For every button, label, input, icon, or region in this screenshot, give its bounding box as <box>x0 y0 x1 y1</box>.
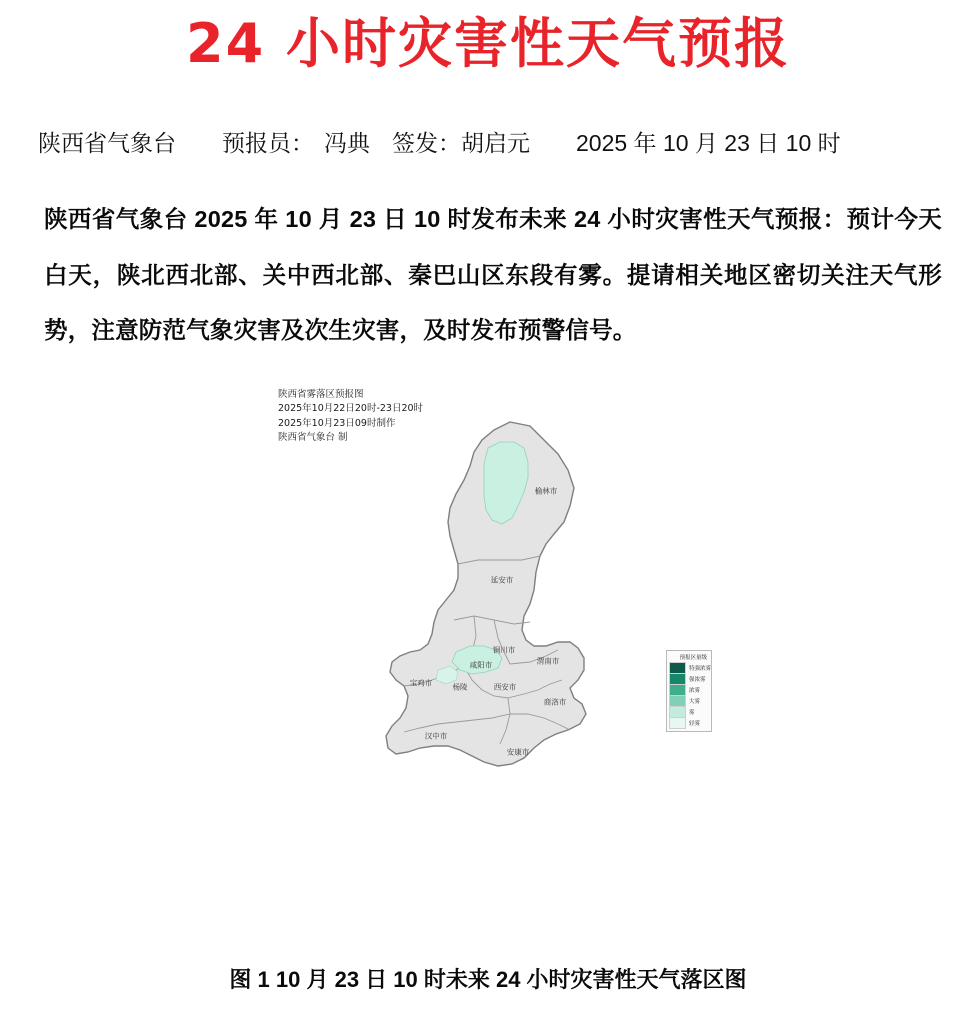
forecaster-name: 冯典 <box>324 130 370 157</box>
legend-item <box>669 706 709 717</box>
map-figure <box>0 384 976 804</box>
map-canvas <box>278 384 712 804</box>
legend-item <box>669 662 712 673</box>
city-label-yulin: 榆林市 <box>534 486 558 496</box>
city-label-tongchuan: 铜川市 <box>492 645 516 655</box>
legend-label: 浓雾 <box>689 687 701 694</box>
city-label-xianyang: 咸阳市 <box>469 660 493 670</box>
signer-label: 签发： <box>392 130 461 157</box>
legend-item <box>669 695 709 706</box>
page-title: 24 小时灾害性天气预报 <box>186 12 790 75</box>
city-label-baoji: 宝鸡市 <box>409 678 433 688</box>
legend-label: 轻雾 <box>689 720 701 727</box>
map-caption-line-4: 陕西省气象台 制 <box>278 431 348 443</box>
map-caption-line-1: 陕西省雾落区预报图 <box>278 389 364 401</box>
meta-line <box>0 125 976 158</box>
map-caption-line-3: 2025年10月23日09时制作 <box>278 417 396 429</box>
legend-label: 特强浓雾 <box>689 665 712 672</box>
city-label-hanzhong: 汉中市 <box>424 731 448 741</box>
legend-title: 预报区量级 <box>679 655 707 662</box>
legend-label: 雾 <box>689 709 695 716</box>
legend-label: 强浓雾 <box>689 676 706 683</box>
issuer-label: 陕西省气象台 <box>38 130 176 157</box>
legend-item <box>669 684 709 695</box>
figure-caption: 图 1 10 月 23 日 10 时未来 24 小时灾害性天气落区图 <box>229 967 747 992</box>
legend-item <box>669 673 709 684</box>
document-page <box>0 14 976 1012</box>
legend-item <box>669 717 709 728</box>
legend-label: 大雾 <box>689 698 701 705</box>
city-label-yangling: 杨陵 <box>452 682 468 692</box>
city-label-yanan: 延安市 <box>490 575 514 585</box>
city-label-ankang: 安康市 <box>506 747 530 757</box>
legend-swatch <box>669 717 686 729</box>
forecaster-label: 预报员： <box>222 130 314 157</box>
map-caption-line-2: 2025年10月22日20时-23日20时 <box>278 403 424 415</box>
signer-name: 胡启元 <box>461 130 530 157</box>
city-label-xian: 西安市 <box>493 682 517 692</box>
map-legend <box>666 650 712 732</box>
city-label-weinan: 渭南市 <box>536 656 560 666</box>
issue-datetime: 2025 年 10 月 23 日 10 时 <box>576 130 841 157</box>
city-label-shangluo: 商洛市 <box>543 697 567 707</box>
forecast-body: 陕西省气象台 2025 年 10 月 23 日 10 时发布未来 24 小时灾害性天气预报：预计今天白天，陕北西北部、关中西北部、秦巴山区东段有雾。提请相关地区密切关注天气形势，注意防范气象灾害及次生灾害，及时发布预警信号。 <box>44 206 942 343</box>
